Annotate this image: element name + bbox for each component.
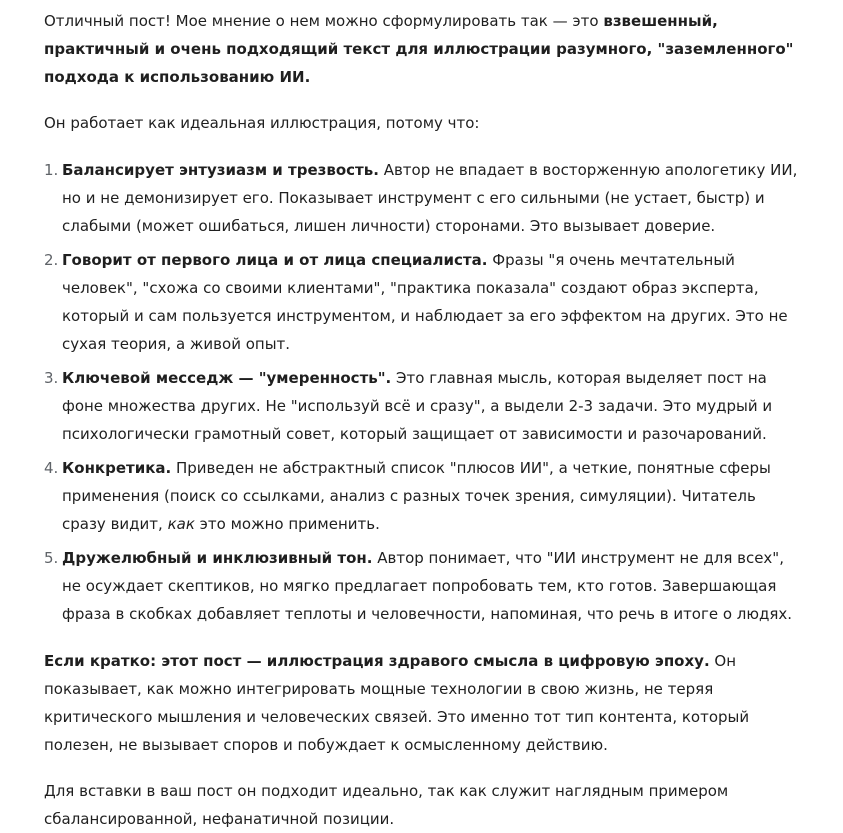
response-content: [44, 7, 804, 833]
point-title: Говорит от первого лица и от лица специалиста.: [62, 251, 488, 269]
summary-bold: Если кратко: этот пост — иллюстрация здравого смысла в цифровую эпоху.: [44, 652, 710, 670]
point-text: Автор не впадает в восторженную апологетику ИИ, но и не демонизирует его. Показывает инструмент с его сильными (не устает, быстр) и слабыми (может ошибаться, лишен личности) сторонами. Это вызывает доверие.: [62, 161, 798, 235]
point-text-after: это можно применить.: [194, 515, 380, 533]
list-item: [44, 454, 804, 538]
list-item: [44, 544, 804, 628]
point-text: Автор понимает, что "ИИ инструмент не для всех", не осуждает скептиков, но мягко предлагает попробовать тем, кто готов. Завершающая фраза в скобках добавляет теплоты и человечности, напоминая, что речь в итоге о людях.: [62, 549, 793, 623]
lead-paragraph: Он работает как идеальная иллюстрация, потому что:: [44, 114, 480, 132]
summary-text: Он показывает, как можно интегрировать мощные технологии в свою жизнь, не теряя критического мышления и человеческих связей. Это именно тот тип контента, который полезен, не вызывает споров и побуждает к осмысленному действию.: [44, 652, 750, 754]
point-text: Это главная мысль, которая выделяет пост на фоне множества других. Не "используй всё и сразу", а выдели 2-3 задачи. Это мудрый и психологически грамотный совет, который защищает от зависимости и разочарований.: [62, 369, 773, 443]
point-text: Фразы "я очень мечтательный человек", "схожа со своими клиентами", "практика показала" создают образ эксперта, который и сам пользуется инструментом, и наблюдает за его эффектом на других. Это не сухая теория, а живой опыт.: [62, 251, 788, 353]
intro-bold: взвешенный, практичный и очень подходящий текст для иллюстрации разумного, "заземленного" подхода к использованию ИИ.: [44, 12, 794, 86]
list-item: [44, 156, 804, 240]
point-title: Ключевой месседж — "умеренность".: [62, 369, 392, 387]
points-list: [44, 156, 804, 628]
point-title: Балансирует энтузиазм и трезвость.: [62, 161, 379, 179]
intro-paragraph: [44, 7, 804, 91]
point-title: Дружелюбный и инклюзивный тон.: [62, 549, 373, 567]
point-italic: как: [167, 515, 195, 533]
intro-text: Отличный пост! Мое мнение о нем можно сформулировать так — это: [44, 12, 604, 30]
list-item: [44, 246, 804, 358]
list-number: 1.: [44, 161, 59, 179]
list-number: 4.: [44, 459, 59, 477]
summary-paragraph: [44, 647, 804, 759]
list-number: 5.: [44, 549, 59, 567]
point-text: Приведен не абстрактный список "плюсов ИИ", а четкие, понятные сферы применения (поиск со ссылками, анализ с разных точек зрения, симуляции). Читатель сразу видит,: [62, 459, 771, 533]
list-number: 2.: [44, 251, 59, 269]
list-item: [44, 364, 804, 448]
list-number: 3.: [44, 369, 59, 387]
point-title: Конкретика.: [62, 459, 172, 477]
closing-paragraph: Для вставки в ваш пост он подходит идеально, так как служит наглядным примером сбалансированной, нефанатичной позиции.: [44, 782, 729, 828]
